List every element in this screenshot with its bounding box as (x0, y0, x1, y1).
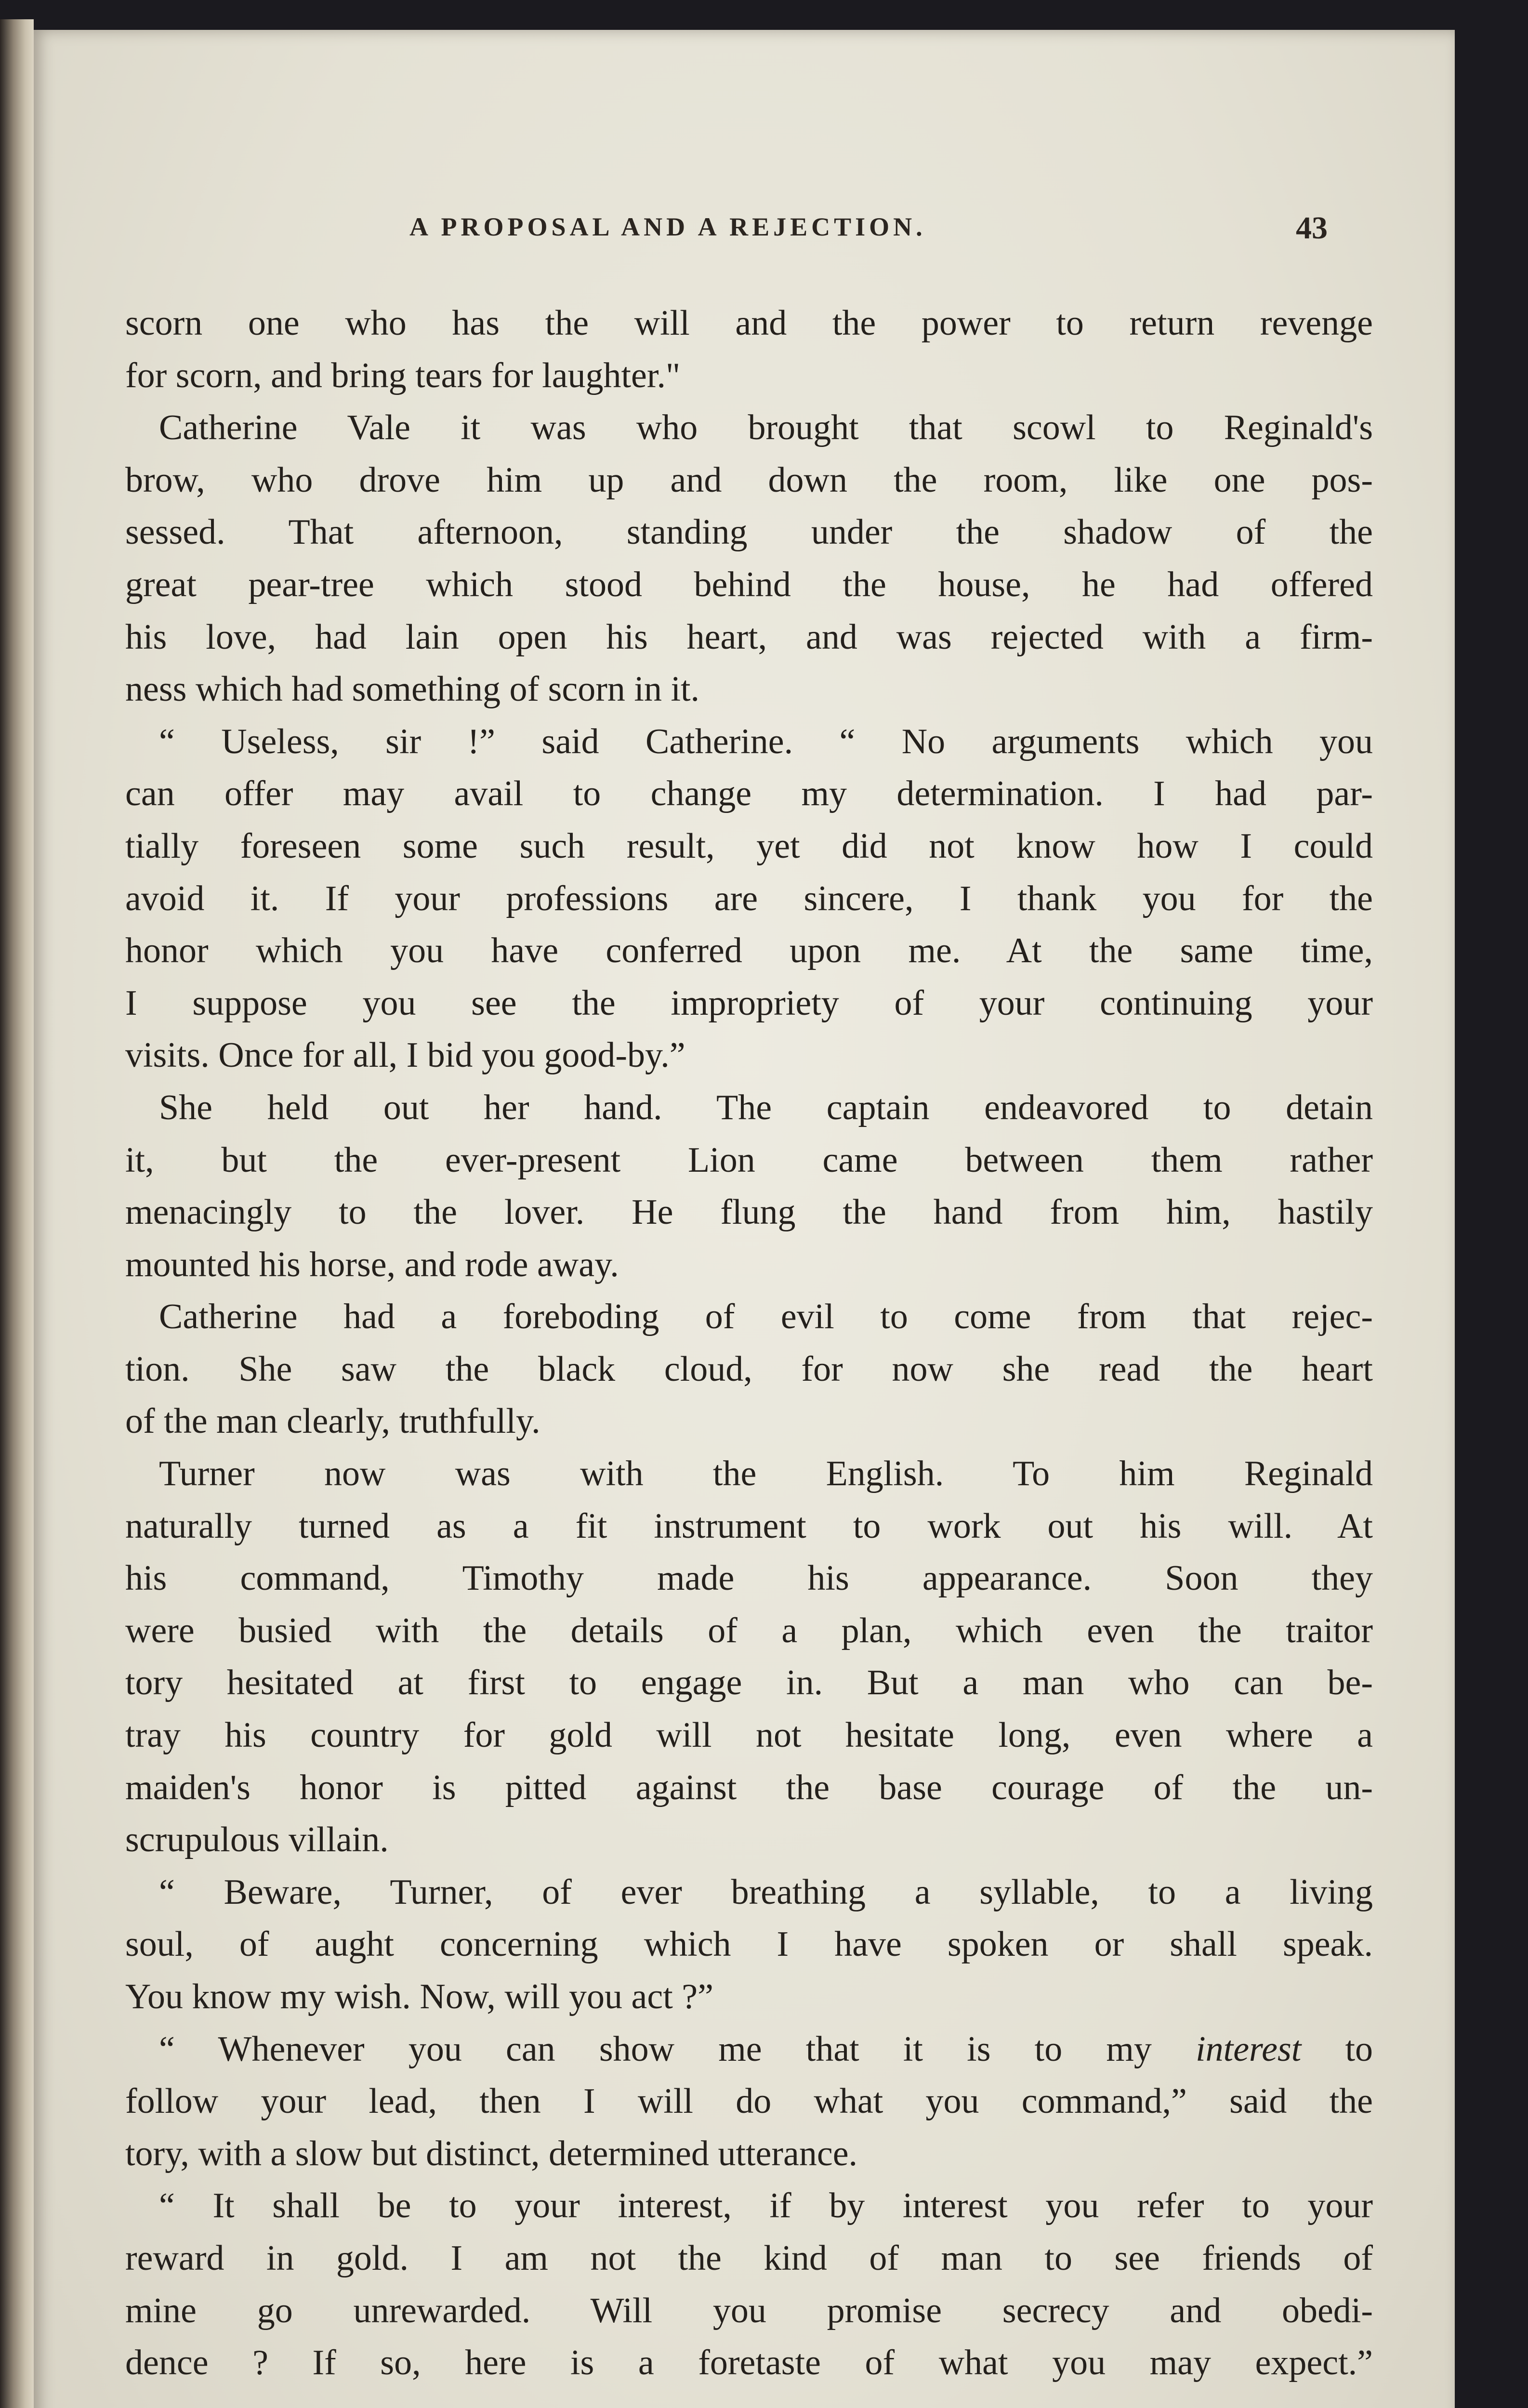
text-line: dence ? If so, here is a foretaste of what you may expect.” (125, 2343, 1373, 2383)
text-line: of the man clearly, truthfully. (125, 1401, 540, 1441)
text-line: visits. Once for all, I bid you good-by.” (125, 1035, 685, 1075)
text-line: “ Beware, Turner, of ever breathing a syllable, to a living (159, 1872, 1373, 1912)
text-line: his command, Timothy made his appearance. Soon they (125, 1558, 1373, 1598)
text-line: brow, who drove him up and down the room, like one pos- (125, 460, 1373, 500)
text-line: avoid it. If your professions are sincere, I thank you for the (125, 878, 1373, 918)
text-line: tory hesitated at first to engage in. But a man who can be- (125, 1663, 1373, 1703)
text-line: sessed. That afternoon, standing under the shadow of the (125, 512, 1373, 552)
text-line: reward in gold. I am not the kind of man to see friends of (125, 2238, 1373, 2278)
text-line: Catherine Vale it was who brought that scowl to Reginald's (159, 408, 1373, 448)
text-line: “ Useless, sir !” said Catherine. “ No arguments which you (159, 721, 1373, 761)
text-line: his love, had lain open his heart, and was rejected with a firm- (125, 617, 1373, 657)
text-line: Turner now was with the English. To him Reginald (159, 1454, 1373, 1494)
text-line: She held out her hand. The captain endeavored to detain (159, 1087, 1373, 1127)
book-binding-edge (0, 19, 34, 2408)
text-line: Catherine had a foreboding of evil to come from that rejec- (159, 1297, 1373, 1337)
page-number: 43 (1296, 210, 1328, 246)
text-line: follow your lead, then I will do what you command,” said the (125, 2081, 1373, 2121)
text-line: scorn one who has the will and the power to return revenge (125, 303, 1373, 343)
text-line: scrupulous villain. (125, 1820, 389, 1860)
body-text (125, 297, 1373, 2389)
text-line: tially foreseen some such result, yet did not know how I could (125, 826, 1373, 866)
text-line: great pear-tree which stood behind the house, he had offered (125, 564, 1373, 604)
text-line: soul, of aught concerning which I have spoken or shall speak. (125, 1924, 1373, 1964)
text-line: honor which you have conferred upon me. At the same time, (125, 931, 1373, 971)
running-head-title: A PROPOSAL AND A REJECTION. (409, 212, 926, 241)
text-line: were busied with the details of a plan, which even the traitor (125, 1610, 1373, 1650)
text-line: menacingly to the lover. He flung the hand from him, hastily (125, 1192, 1373, 1232)
text-line: mounted his horse, and rode away. (125, 1244, 619, 1284)
text-line: can offer may avail to change my determination. I had par- (125, 774, 1373, 814)
text-line: tion. She saw the black cloud, for now she read the heart (125, 1349, 1373, 1389)
text-line: ness which had something of scorn in it. (125, 669, 700, 709)
text-line: it, but the ever-present Lion came between them rather (125, 1140, 1373, 1180)
book-page (34, 30, 1455, 2408)
text-line: for scorn, and bring tears for laughter." (125, 355, 681, 395)
text-line: maiden's honor is pitted against the base courage of the un- (125, 1767, 1373, 1807)
text-line: tray his country for gold will not hesitate long, even where a (125, 1715, 1373, 1755)
text-line: I suppose you see the impropriety of your continuing your (125, 983, 1373, 1023)
text-line: “ Whenever you can show me that it is to my interest to (159, 2029, 1373, 2069)
text-line: naturally turned as a fit instrument to work out his will. At (125, 1506, 1373, 1546)
emphasis-word: interest (1196, 2029, 1302, 2069)
text-line: “ It shall be to your interest, if by interest you refer to your (159, 2186, 1373, 2226)
running-head (34, 189, 1455, 247)
text-line: You know my wish. Now, will you act ?” (125, 1977, 713, 2016)
text-line: tory, with a slow but distinct, determined utterance. (125, 2133, 858, 2173)
text-line: mine go unrewarded. Will you promise secrecy and obedi- (125, 2290, 1373, 2330)
